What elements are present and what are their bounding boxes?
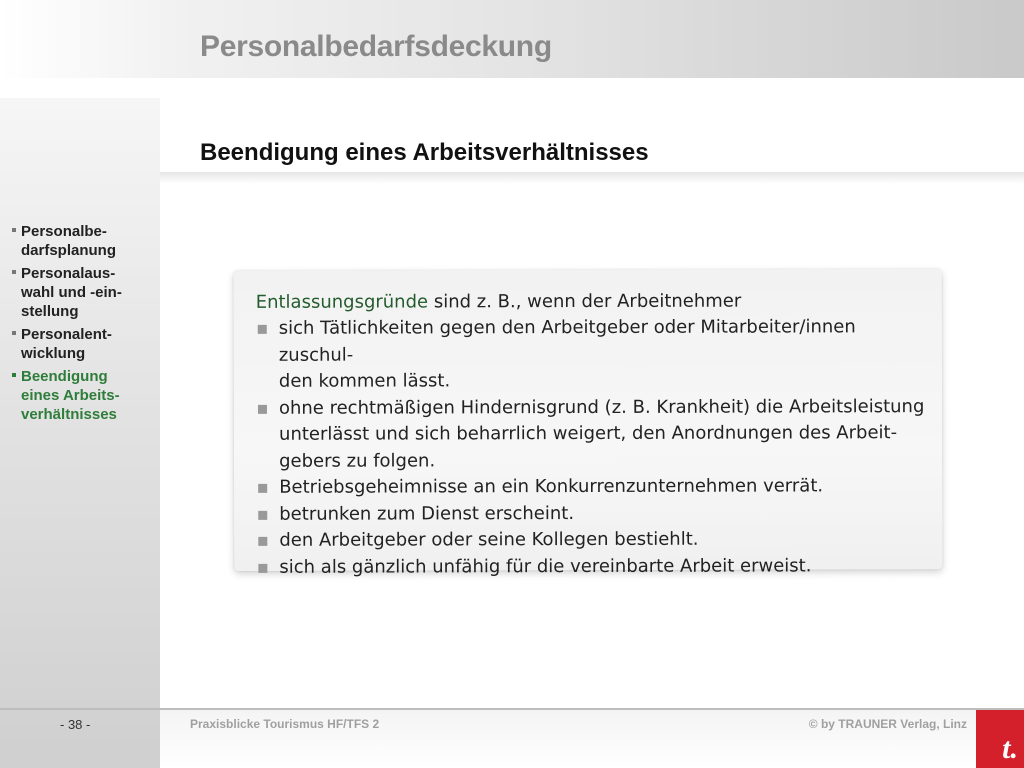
- sidebar: [0, 98, 160, 768]
- footer-copyright: © by TRAUNER Verlag, Linz: [808, 717, 967, 731]
- card-intro-highlight: Entlassungsgründe: [255, 291, 429, 313]
- footer-course-title: Praxisblicke Tourismus HF/TFS 2: [190, 717, 380, 731]
- sidebar-item-beendigung[interactable]: Beendigung eines Arbeits- verhältnisses: [12, 367, 152, 424]
- page-number: - 38 -: [60, 717, 91, 732]
- list-item: den Arbeitgeber oder seine Kollegen bestiehlt.: [256, 526, 926, 554]
- list-item: ohne rechtmäßigen Hindernisgrund (z. B. Krankheit) die Arbeitsleistung unterlässt und sich beharrlich weigert, den Anordnungen des Arbeit- gebers zu folgen.: [256, 394, 926, 475]
- section-subtitle: Beendigung eines Arbeitsverhältnisses: [200, 139, 649, 166]
- list-item: Betriebsgeheimnisse an ein Konkurrenzunternehmen verrät.: [256, 473, 926, 501]
- card-intro-text: sind z. B., wenn der Arbeitnehmer: [428, 290, 742, 313]
- sidebar-item-personalentwicklung[interactable]: Personalent- wicklung: [12, 325, 152, 363]
- slide-title: Personalbedarfsdeckung: [200, 30, 552, 63]
- list-item: sich als gänzlich unfähig für die vereinbarte Arbeit erweist.: [256, 553, 926, 581]
- reasons-list: [256, 314, 927, 581]
- card-intro: [256, 288, 742, 316]
- sidebar-item-personalauswahl[interactable]: Personalaus- wahl und -ein- stellung: [12, 264, 152, 321]
- sidebar-nav: [12, 222, 152, 428]
- content-card: [234, 269, 943, 578]
- logo-text: t.: [1002, 732, 1018, 765]
- list-item: betrunken zum Dienst erscheint.: [256, 500, 926, 528]
- list-item: sich Tätlichkeiten gegen den Arbeitgeber oder Mitarbeiter/innen zuschul- den kommen lässt.: [256, 314, 926, 395]
- subtitle-divider: [160, 172, 1024, 184]
- sidebar-item-personalbedarfsplanung[interactable]: Personalbe- darfsplanung: [12, 222, 152, 260]
- trauner-logo: [976, 710, 1024, 768]
